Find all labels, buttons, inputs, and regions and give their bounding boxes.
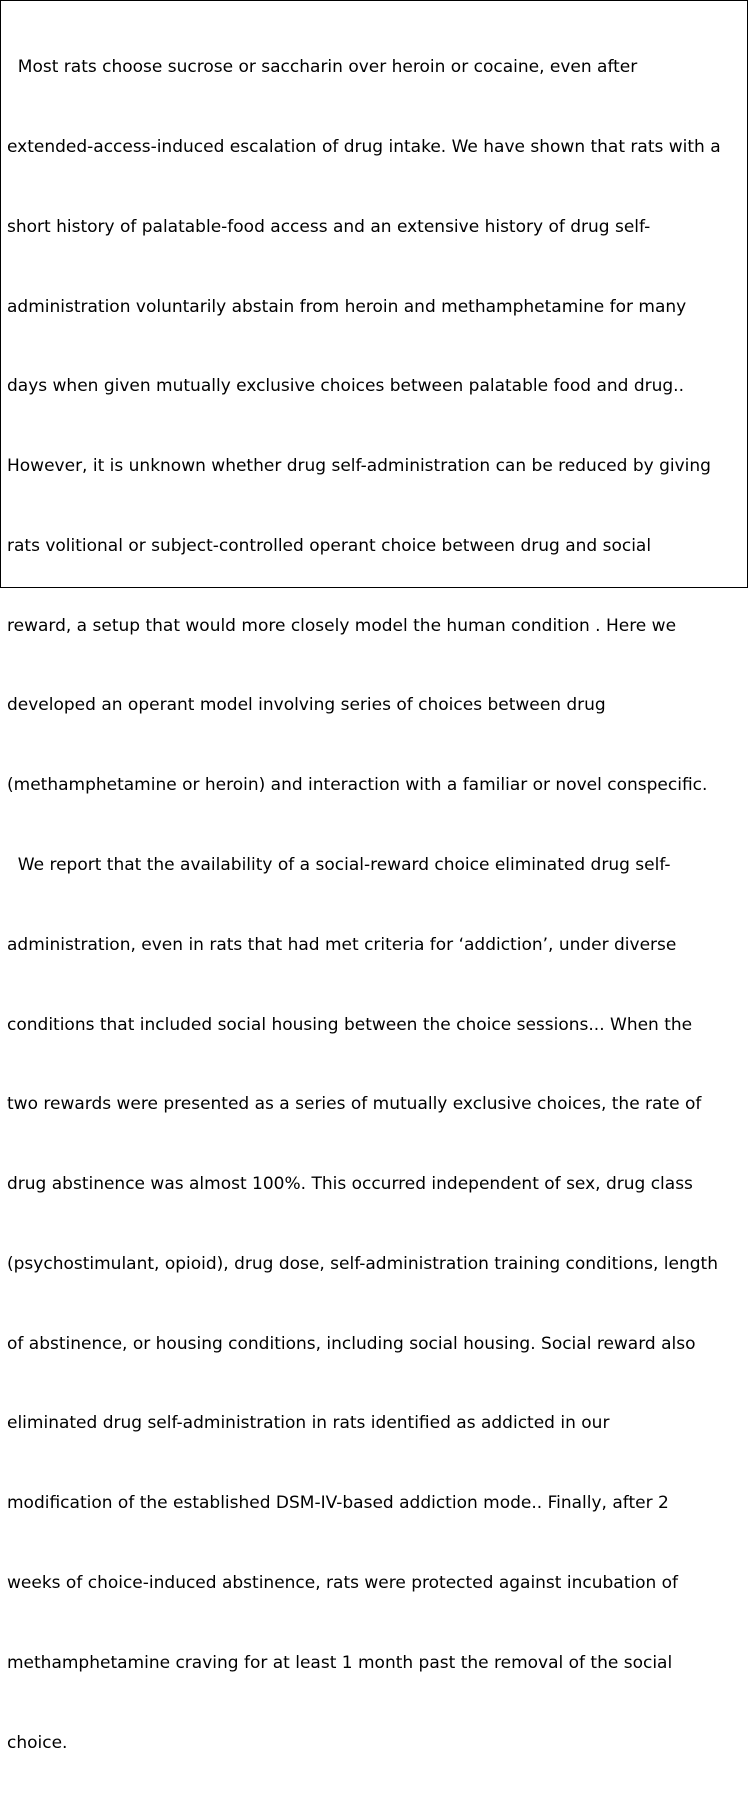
text-line-11: We report that the availability of a social-reward choice eliminated drug self- [7, 855, 671, 875]
text-line-10: (methamphetamine or heroin) and interaction with a familiar or novel conspecific. [7, 775, 708, 796]
text-line-17: of abstinence, or housing conditions, including social housing. Social reward also [7, 1333, 696, 1354]
text-line-7: rats volitional or subject-controlled operant choice between drug and social [7, 535, 652, 556]
text-line-19: modification of the established DSM-IV-based addiction mode.. Finally, after 2 [7, 1493, 669, 1514]
text-line-6: However, it is unknown whether drug self-administration can be reduced by giving [7, 456, 711, 477]
text-line-9: developed an operant model involving series of choices between drug [7, 695, 606, 716]
text-line-14: two rewards were presented as a series of mutually exclusive choices, the rate of [7, 1094, 702, 1115]
text-line-12: administration, even in rats that had met criteria for ‘addiction’, under diverse [7, 934, 677, 955]
text-line-16: (psychostimulant, opioid), drug dose, self-administration training conditions, length [7, 1253, 718, 1274]
text-line-22: choice. [7, 1732, 68, 1753]
text-line-4: administration voluntarily abstain from heroin and methamphetamine for many [7, 296, 687, 317]
text-line-21: methamphetamine craving for at least 1 month past the removal of the social [7, 1652, 673, 1673]
abstract-text [7, 1, 747, 1809]
text-line-3: short history of palatable-food access and an extensive history of drug self- [7, 216, 651, 237]
text-line-18: eliminated drug self-administration in rats identified as addicted in our [7, 1413, 610, 1434]
text-line-1: Most rats choose sucrose or saccharin over heroin or cocaine, even after [7, 57, 638, 78]
text-line-5: days when given mutually exclusive choices between palatable food and drug.. [7, 376, 684, 397]
text-line-13: conditions that included social housing between the choice sessions... When the [7, 1014, 693, 1035]
text-line-8: reward, a setup that would more closely model the human condition . Here we [7, 615, 677, 636]
text-line-15: drug abstinence was almost 100%. This occurred independent of sex, drug class [7, 1174, 693, 1195]
text-line-2: extended-access-induced escalation of drug intake. We have shown that rats with a [7, 136, 721, 157]
text-line-20: weeks of choice-induced abstinence, rats were protected against incubation of [7, 1573, 679, 1594]
